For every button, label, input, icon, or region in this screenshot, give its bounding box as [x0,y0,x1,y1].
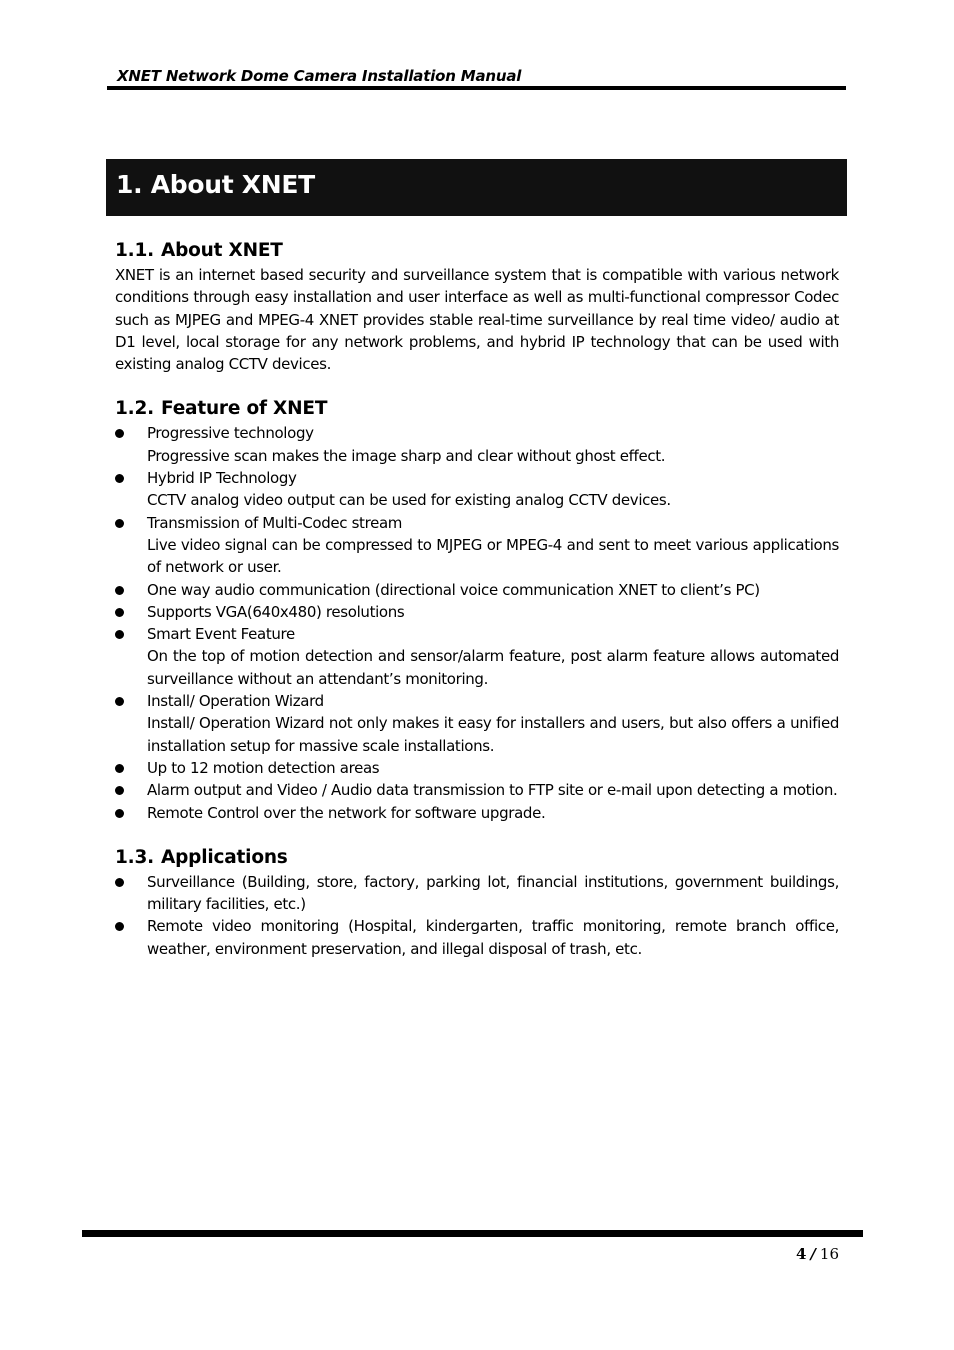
bullet-icon [115,630,124,639]
bullet-icon [115,809,124,818]
list-item [115,802,839,824]
item-description: CCTV analog video output can be used for existing analog CCTV devices. [147,491,671,510]
item-description: Progressive scan makes the image sharp and clear without ghost effect. [147,446,666,465]
list-item [115,467,839,512]
item-title: Up to 12 motion detection areas [147,758,380,777]
list-item [115,579,839,601]
item-title: Hybrid IP Technology [147,469,297,488]
item-title: Remote video monitoring (Hospital, kindergarten, traffic monitoring, remote branch office, weather, environment preservation, and illegal disposal of trash, etc. [147,917,839,958]
bullet-icon [115,697,124,706]
list-item [115,512,839,579]
section-number: 1.1. [115,240,155,261]
bullet-icon [115,764,124,773]
section-title: Applications [161,846,288,868]
bullet-icon [115,429,124,438]
section-heading [115,238,839,264]
bullet-icon [115,786,124,795]
section-paragraph: XNET is an internet based security and surveillance system that is compatible with various network conditions through easy installation and user interface as well as multi-functional compressor Codec such as MJPEG and MPEG-4 XNET provides stable real-time surveillance by real time video/ audio at D1 level, local storage for any network problems, and hybrid IP technology that can be used with existing analog CCTV devices. [115,266,839,374]
section-title: Feature of XNET [161,398,328,420]
section-features [115,396,839,823]
footer-divider [82,1230,863,1237]
list-item [115,690,839,757]
item-title: Remote Control over the network for software upgrade. [147,803,546,822]
page-separator: / [810,1245,816,1263]
bullet-icon [115,519,124,528]
page-number [760,1245,839,1263]
list-item [115,422,839,467]
section-heading [115,845,839,871]
section-number: 1.2. [115,398,155,420]
bullet-icon [115,608,124,617]
bullet-icon [115,922,124,931]
section-about [115,238,839,375]
bullet-icon [115,474,124,483]
item-title: Smart Event Feature [147,625,295,644]
section-number: 1.3. [115,846,155,868]
section-applications [115,845,839,960]
item-description: Install/ Operation Wizard not only makes it easy for installers and users, but also offers a unified installation setup for massive scale installations. [147,714,839,755]
section-heading [115,396,839,422]
applications-list [115,871,839,960]
item-title: Install/ Operation Wizard [147,692,324,711]
current-page: 4 [795,1245,807,1263]
manual-title: XNET Network Dome Camera Installation Manual [117,67,522,85]
item-description: On the top of motion detection and sensor/alarm feature, post alarm feature allows automated surveillance without an attendant’s monitoring. [147,647,839,688]
bullet-icon [115,878,124,887]
item-title: Alarm output and Video / Audio data transmission to FTP site or e-mail upon detecting a motion. [147,781,838,800]
page-header [107,66,846,90]
total-pages: 16 [819,1245,839,1263]
item-title: Supports VGA(640x480) resolutions [147,602,405,621]
section-title: About XNET [161,240,283,261]
bullet-icon [115,586,124,595]
chapter-banner [106,159,847,216]
list-item [115,623,839,690]
list-item [115,871,839,916]
item-title: Transmission of Multi-Codec stream [147,513,403,532]
page-content [115,238,839,981]
list-item [115,779,839,801]
item-title: Surveillance (Building, store, factory, parking lot, financial institutions, government buildings, military facilities, etc.) [147,872,839,914]
feature-list [115,422,839,823]
list-item [115,757,839,779]
item-description: Live video signal can be compressed to MJPEG or MPEG-4 and sent to meet various applications of network or user. [147,535,839,577]
item-title: One way audio communication (directional voice communication XNET to client’s PC) [147,580,760,599]
list-item [115,915,839,960]
chapter-title: 1. About XNET [116,170,315,199]
list-item [115,601,839,623]
item-title: Progressive technology [147,424,314,443]
